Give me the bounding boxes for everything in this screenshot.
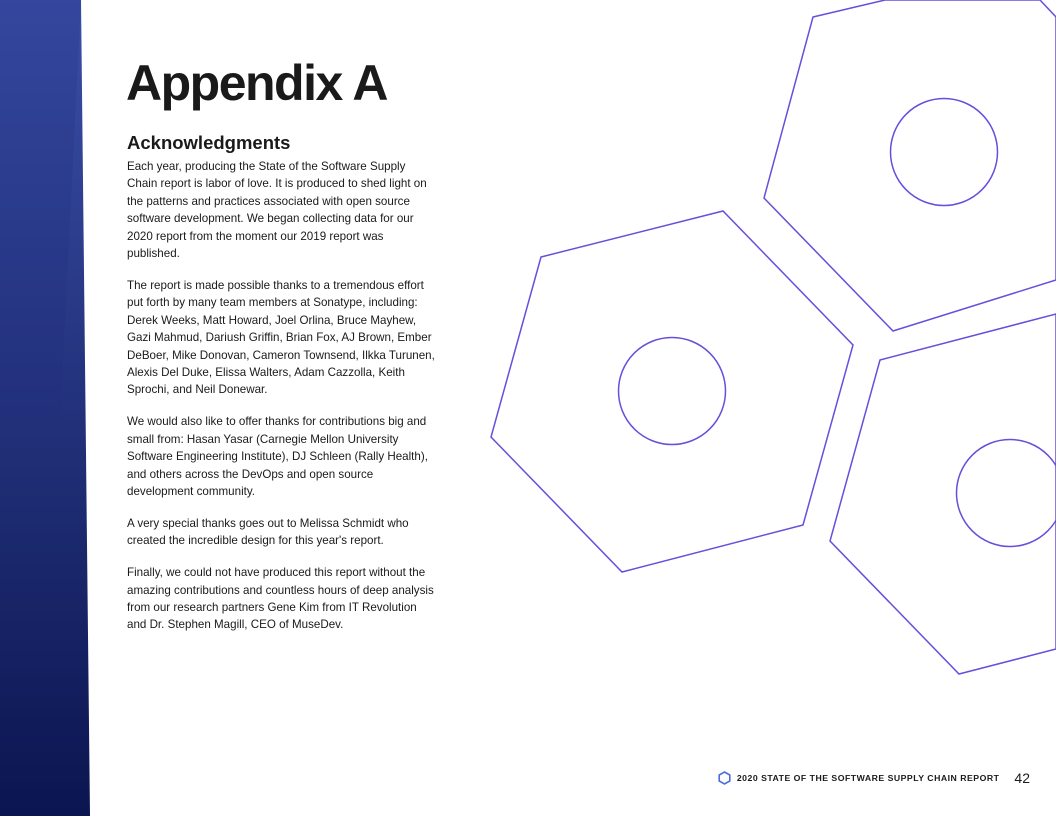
hexagon-outline-top-right [764, 0, 1056, 331]
hexagon-icon [718, 771, 731, 785]
section-heading: Acknowledgments [127, 132, 291, 153]
page-footer [718, 767, 1030, 789]
circle-outline-top-right [891, 99, 998, 206]
paragraph-intro: Each year, producing the State of the Software Supply Chain report is labor of love. It is produced to shed light on the patterns and practices associated with open source software development. We began collecting data for our 2020 report from the moment our 2019 report was published. [127, 160, 427, 261]
paragraph-team-members: The report is made possible thanks to a tremendous effort put forth by many team members at Sonatype, including: Derek Weeks, Matt Howard, Joel Orlina, Bruce Mayhew, Gazi Mahmud, Dariush Griffin, Brian Fox, AJ Brown, Ember DeBoer, Mike Donovan, Cameron Townsend, Ilkka Turunen, Alexis Del Duke, Elissa Walters, Adam Cazzolla, Keith Sprochi, and Neil Donewar. [127, 278, 435, 397]
footer-report-label: 2020 STATE OF THE SOFTWARE SUPPLY CHAIN REPORT [736, 773, 1000, 783]
page-title: Appendix A [126, 55, 387, 111]
acknowledgments-body [127, 158, 437, 648]
circle-outline-center [619, 338, 726, 445]
paragraph-design-thanks: A very special thanks goes out to Melissa Schmidt who created the incredible design for this year's report. [127, 516, 409, 548]
page-number: 42 [1014, 770, 1030, 786]
paragraph-research-partners: Finally, we could not have produced this report without the amazing contributions and countless hours of deep analysis from our research partners Gene Kim from IT Revolution and Dr. Stephen Magill, CEO of MuseDev. [127, 566, 434, 632]
paragraph-contributions: We would also like to offer thanks for contributions big and small from: Hasan Yasar (Carnegie Mellon University Software Engineering Institute), DJ Schleen (Rally Health), and others across the DevOps and open source development community. [127, 415, 428, 498]
hexagon-outline-center [491, 211, 853, 572]
hexagon-outline-bottom-right [830, 314, 1056, 674]
circle-outline-bottom-right [957, 440, 1056, 547]
